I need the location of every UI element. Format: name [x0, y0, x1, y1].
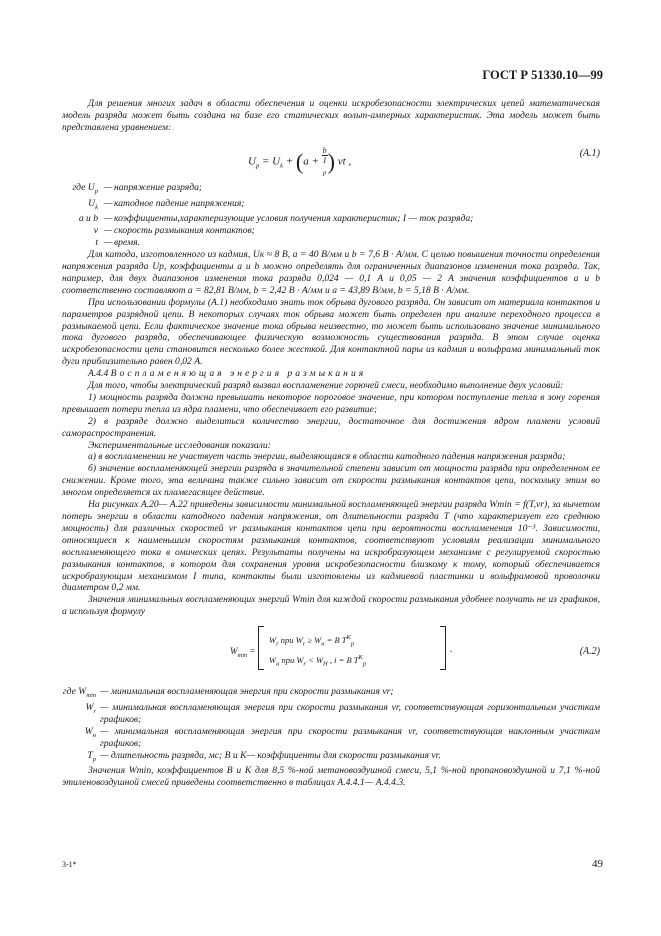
def2-symbol: W — [85, 701, 94, 713]
section-title: Воспламеняющая энергия размыкания — [110, 368, 367, 380]
def2-desc: — минимальная воспламеняющая энергия при скорости размыкания vr, соответствующая горизонтальным участкам графиков; — [100, 701, 600, 725]
intro-paragraph: Для решения многих задач в области обеспечения и оценки искробезопасности электрических цепей математическая модель разряда может быть создана на базе его статических вольт-амперных характеристик. Эта модель может быть представлена уравнением: — [62, 98, 600, 133]
def-symbol: a и b — [78, 213, 98, 225]
fraction-den-sub: р — [323, 169, 327, 177]
formula2-lhs-sym: W — [230, 646, 238, 657]
definition2-row — [62, 686, 600, 702]
formula2-row-1 — [269, 632, 354, 650]
r2-sym: W — [269, 654, 277, 665]
def-symbol: где U — [72, 181, 95, 193]
formula-a1 — [62, 134, 600, 180]
r2-mid-sub: r — [303, 660, 306, 668]
document-header: ГОСТ Р 51330.10—99 — [482, 68, 603, 82]
def-desc: напряжение разряда; — [114, 181, 203, 193]
definition2-row — [62, 726, 600, 750]
definition-row: v — скорость размыкания контактов; — [62, 225, 600, 237]
formula-uk: = U — [259, 155, 281, 168]
def-desc: время. — [114, 237, 140, 249]
def-symbol-sub: k — [95, 203, 98, 211]
r2-rel-sub: Н — [323, 660, 328, 668]
r2-rel: < W — [305, 654, 324, 665]
def-desc: катодное падение напряжения; — [114, 197, 245, 209]
r1-sup: K — [346, 634, 351, 642]
definitions-list-2 — [62, 686, 600, 765]
def2-symbol: W — [84, 725, 93, 737]
r1-rel: ≥ W — [305, 634, 322, 645]
r1-tail: = B T — [324, 634, 347, 645]
formula2-lhs-sub: min — [237, 651, 248, 659]
def2-desc: — минимальная воспламеняющая энергия при скорости размыкания vr, соответствующая наклонным участкам графиков; — [100, 725, 600, 749]
r1-tail-sub: р — [350, 640, 355, 648]
page-number: 49 — [592, 858, 603, 870]
formula-a2 — [62, 624, 600, 684]
def-symbol: U — [88, 197, 96, 209]
def-symbol-sub: р — [94, 187, 98, 195]
formula-label: (A.1) — [579, 147, 600, 159]
formula-plus: + — [282, 155, 296, 168]
formula2-label: (A.2) — [579, 646, 600, 658]
def2-desc: — длительность разряда, мс; B и K— коэффициенты для скорости размыкания vr. — [100, 749, 441, 761]
definition-row: $U_k$ — катодное падение напряжения; — [62, 198, 600, 214]
r1-rel-sub: н — [321, 640, 325, 648]
cadmium-paragraph: Для катода, изготовленного из кадмия, Uк ≈ 8 В, a = 40 В/мм и b = 7,6 В · А/мм. С целью повышения точности определения напряжения разряда Uр, коэффициенты a и b можно определять для ограниченных диапазонов изменения тока разряда. Так, например, для двух диапазонов изменения тока разряда 0,024 — 0,1 А и 0,05 — 2 А значения коэффициентов a и b соответственно составляют a = 82,81 В/мм, b = 2,42 В · А/мм и a = 43,89 В/мм, b = 5,18 В · А/мм. — [62, 249, 600, 296]
definition-row: t — время. — [62, 237, 600, 249]
condition-1: 1) мощность разряда должна превышать некоторое пороговое значение, при котором поступление тепла в зону горения превышает потери тепла из ядра пламени, что обеспечивает его развитие; — [62, 391, 600, 415]
r1-sub: r — [276, 640, 279, 648]
ignition-intro: Для того, чтобы электрический разряд вызвал воспламенение горючей смеси, необходимо выполнение двух условий: — [88, 380, 564, 392]
definition-row: a и b — коэффициенты,характеризующие условия получения характеристик; I — ток разряда; — [62, 213, 600, 225]
def2-symbol: где W — [62, 686, 87, 698]
definitions-list-1 — [62, 182, 600, 249]
condition-2: 2) в разряде должно выделиться количество энергии, достаточное для достижения ядром пламени условий самораспространения. — [62, 415, 600, 439]
def2-symbol-sub: r — [93, 707, 96, 715]
formula2-dot: . — [450, 644, 453, 656]
r1-mid-sub: r — [302, 640, 306, 648]
formula2-bracket — [258, 626, 446, 670]
formula-a: a + — [303, 155, 322, 168]
formula-uk-sub: k — [280, 162, 283, 170]
r2-sub: н — [276, 660, 280, 668]
r1-sym: W — [269, 634, 277, 645]
formula2-eq: = — [247, 646, 256, 657]
formula-lhs-sub: р — [255, 162, 260, 170]
def2-symbol: T — [87, 749, 93, 761]
final-paragraph: Значения Wmin, коэффициентов B и K для 8,5 %-ной метановоздушной смеси, 5,1 %-ной пропановоздушной и 7,1 %-ной этиленовоздушной смесей приведены соответственно в таблицах А.4.4.1— А.4.4.3. — [62, 765, 600, 789]
def-symbol: t — [95, 237, 98, 249]
formula-tail: vt , — [335, 155, 352, 168]
definition2-row — [62, 750, 600, 766]
def-symbol: v — [93, 225, 98, 237]
r2-tail: , i = B T — [327, 654, 359, 665]
def2-symbol-sub: н — [92, 731, 96, 739]
experiments-intro: Экспериментальные исследования показали: — [88, 439, 271, 451]
close-paren: ) — [327, 148, 335, 174]
def2-symbol-sub: р — [92, 755, 96, 763]
def-desc: скорость размыкания контактов; — [114, 225, 255, 237]
sheet-mark: 3-1* — [62, 860, 77, 869]
definition2-row — [62, 702, 600, 726]
open-paren: ( — [295, 148, 304, 174]
experiment-a: а) в воспламенении не участвует часть энергии, выделяющаяся в области катодного падения напряжения разряда; — [88, 451, 566, 463]
page-content — [62, 98, 600, 789]
r2-sup: K — [358, 654, 363, 662]
formula2-row-2 — [269, 652, 366, 670]
formula2-lhs — [230, 646, 256, 662]
def2-desc: — минимальная воспламеняющая энергия при скорости размыкания vr; — [100, 686, 394, 698]
r2-mid: при W — [279, 654, 304, 665]
r1-mid: при W — [278, 634, 303, 645]
section-heading — [62, 368, 600, 380]
def-desc: коэффициенты,характеризующие условия получения характеристик; I — ток разряда; — [114, 213, 474, 225]
section-number: А.4.4 — [88, 368, 109, 380]
formula-lhs: U — [248, 155, 256, 168]
usage-paragraph: При использовании формулы (A.1) необходимо знать ток обрыва дугового разряда. Он зависит от материала контактов и параметров разрядной цепи. В некоторых случаях ток обрыва может быть определен при анализе переходного процесса в размыкаемой цепи. Если фактическое значение тока обрыва неизвестно, то может быть использовано значение минимального тока дугового разряда, обеспечивающее физическую возможность существования разряда. В этом случае оценка искробезопасности цепи становится несколько более жесткой. Для контактной пары из кадмия и вольфрама минимальный ток дуги приблизительно равен 0,02 А. — [62, 296, 600, 368]
definition-row: где $U_р$ — напряжение разряда; — [62, 182, 600, 198]
fraction-den: I — [323, 155, 326, 165]
def2-symbol-sub: min — [86, 692, 96, 700]
values-paragraph: Значения минимальных воспламеняющих энергий Wmin для каждой скорости размыкания удобнее получать не из графиков, а используя формулу — [62, 594, 600, 618]
figures-paragraph: На рисунках А.20— А.22 приведены зависимости минимальной воспламеняющей энергии разряда Wmin = f(T,vr), за вычетом потерь энергии в области катодного падения напряжения, от длительности разряда T (что характеризует его среднюю мощность) для различных скоростей vr размыкания контактов цепи при вероятности воспламенения 10⁻³. Зависимости, относящиеся к наименьшим скоростям размыкания контактов, соответствуют условиям реализации минимального воспламеняющего тока в омических цепях. Результаты получены на искробразующем механизме с регулируемой скоростью размыкания контактов, в котором для сохранения уровня искробезопасности близкому к тому, который обеспечивается искробразующим механизмом I типа, контакты были изготовлены из кадмиевой пластинки и вольфрамовой проволочки диаметром 0,2 мм. — [62, 499, 600, 594]
experiment-b: б) значение воспламеняющей энергии разряда в значительной степени зависит от мощности разряда при определенном ее снижении. Кроме того, эта величина также сильно зависит от скорости размыкания контактов цепи, поскольку этим во многом определяется их пламегасящее действие. — [62, 463, 600, 499]
r2-tail-sub: р — [362, 660, 367, 668]
fraction-num: b — [322, 145, 327, 155]
